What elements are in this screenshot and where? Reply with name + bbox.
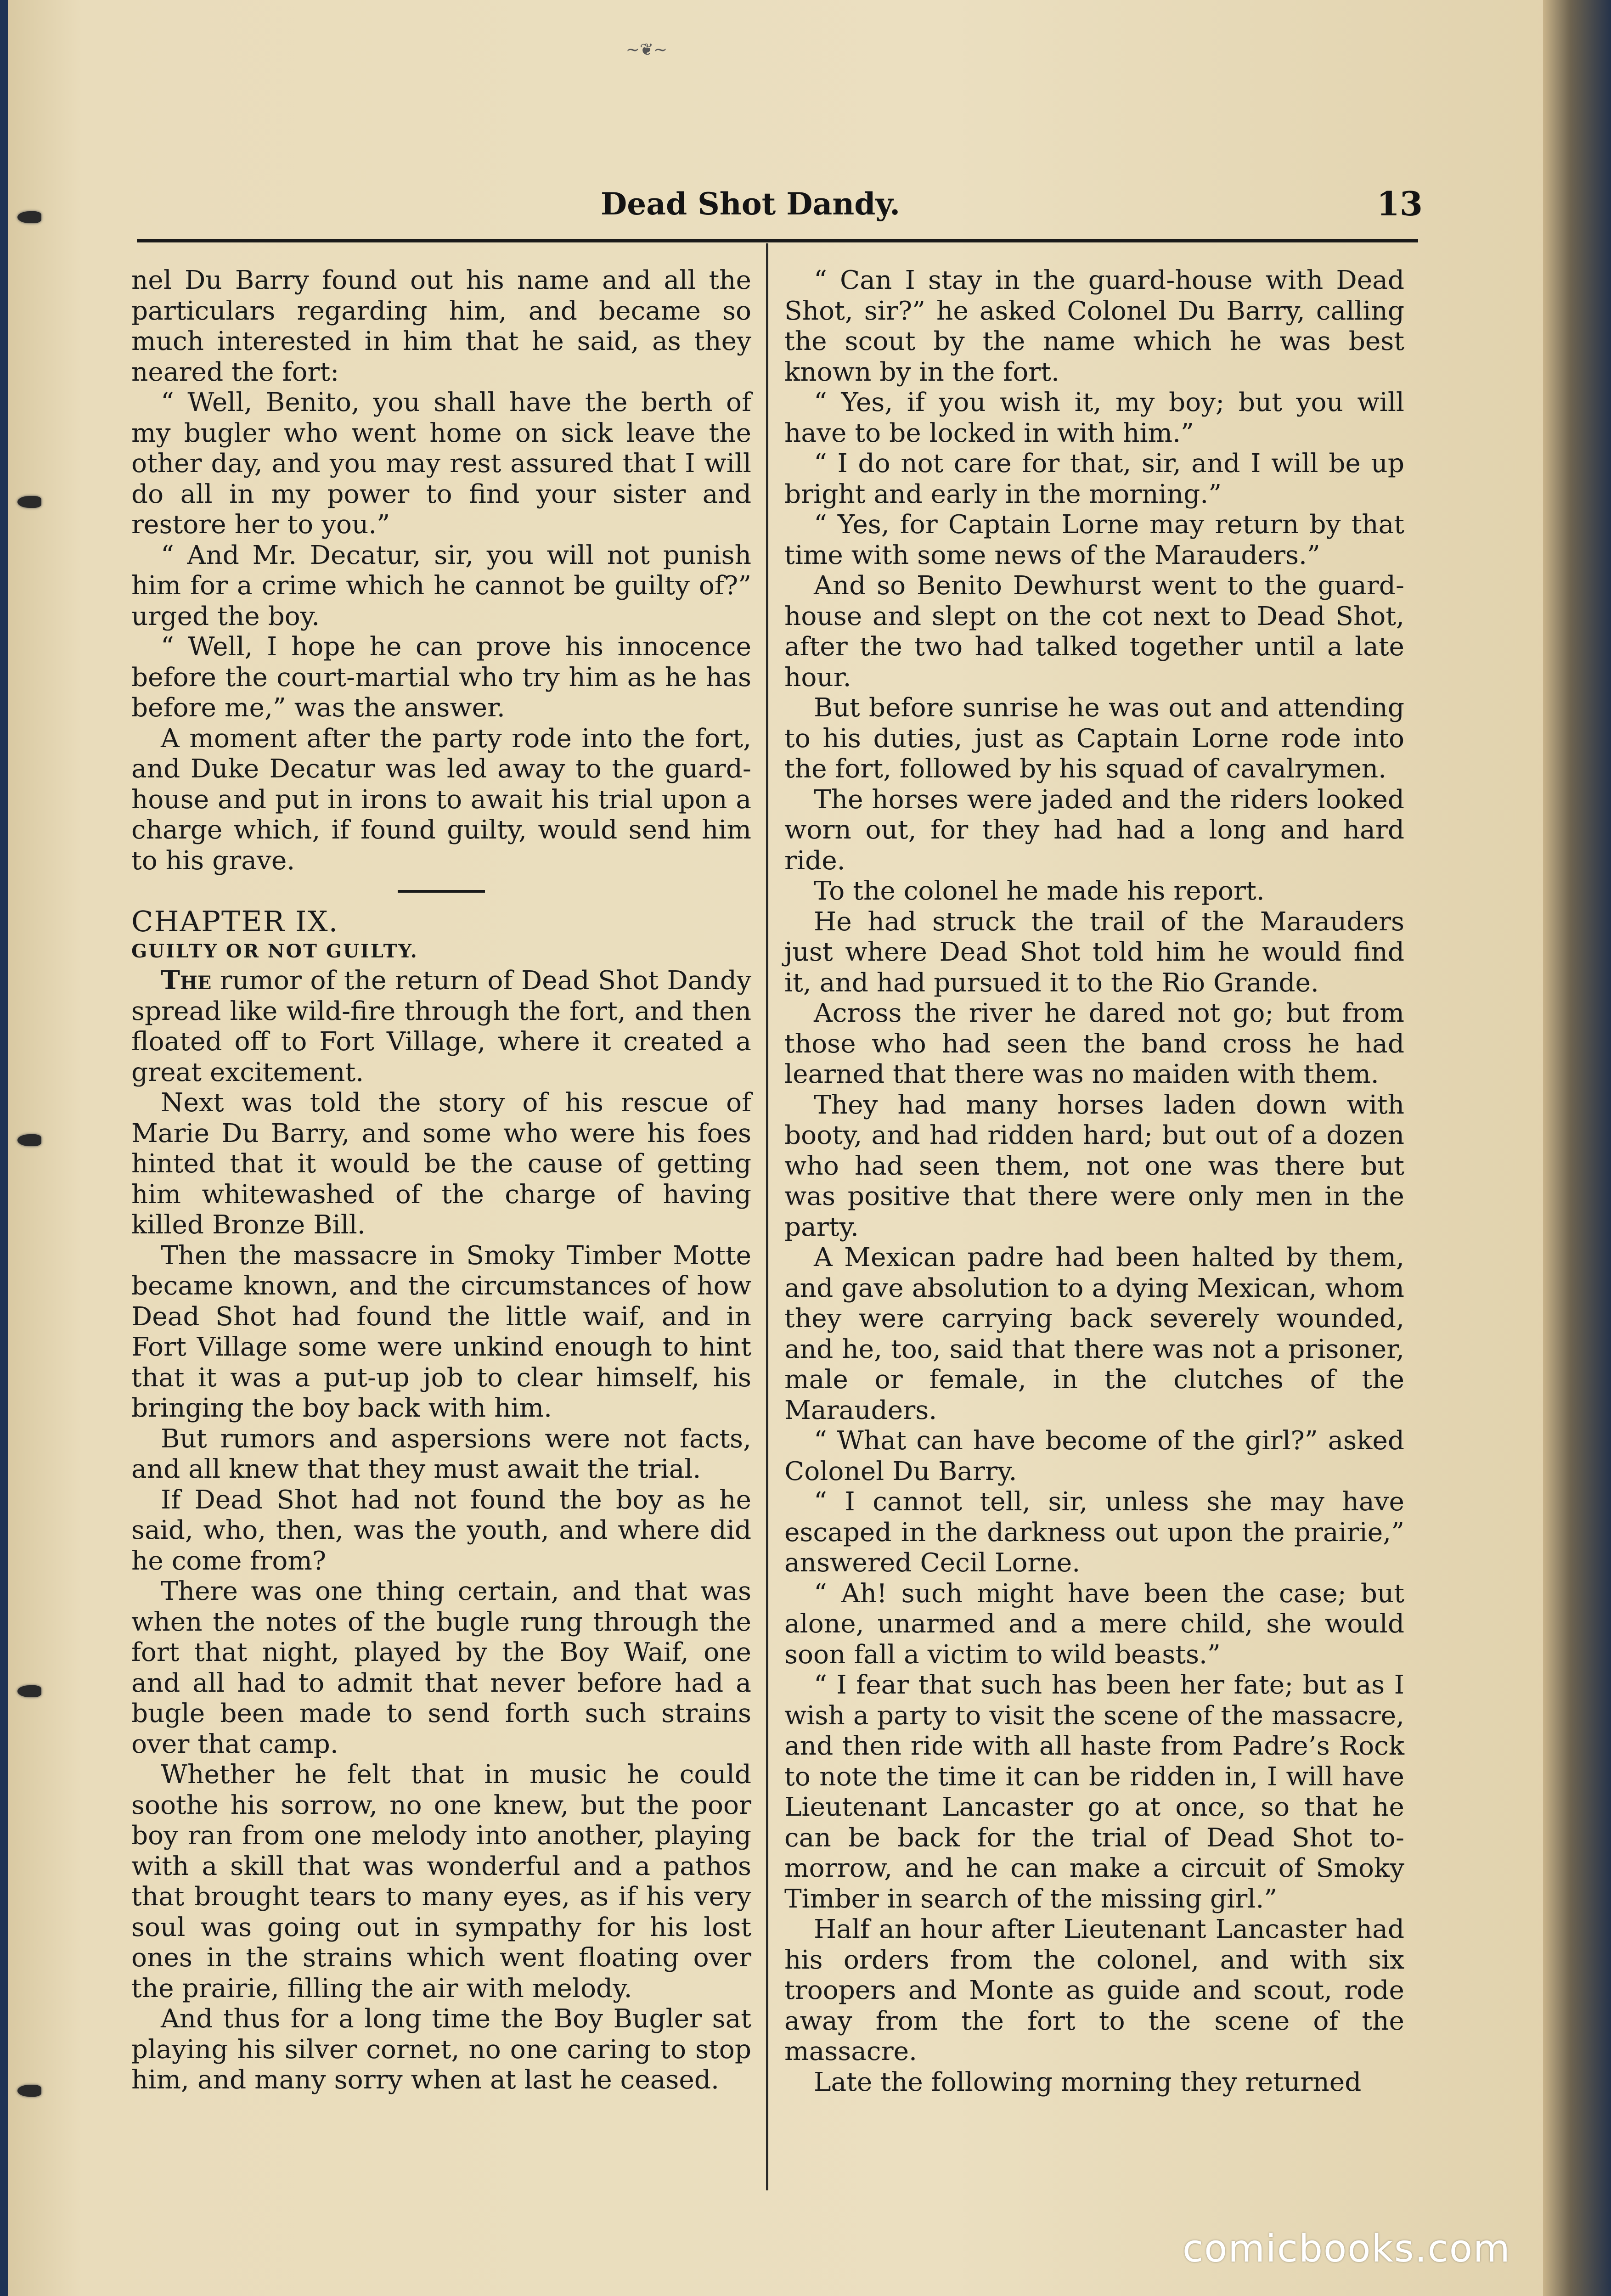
paragraph: “ Yes, for Captain Lorne may return by that time with some news of the Marauders.” <box>784 510 1404 570</box>
column-divider <box>766 243 768 2190</box>
chapter-title: CHAPTER IX. <box>131 905 339 938</box>
right-column <box>784 265 1404 2098</box>
paragraph: To the colonel he made his report. <box>814 876 1265 906</box>
paragraph: He had struck the trail of the Marauders just where Dead Shot told him he would find it, and had pursued it to the Rio Grande. <box>784 906 1404 998</box>
paragraph: A Mexican padre had been halted by them, and gave absolution to a dying Mexican, whom they were carrying back severely wounded, and he, too, said that there was not a prisoner, male or female, in the clutches of the Marauders. <box>784 1243 1404 1425</box>
chapter-subtitle: GUILTY OR NOT GUILTY. <box>131 940 418 962</box>
paragraph: “ I do not care for that, sir, and I will be up bright and early in the morning.” <box>784 449 1404 509</box>
running-title: Dead Shot Dandy. <box>601 186 901 222</box>
paragraph: “ I cannot tell, sir, unless she may have escaped in the darkness out upon the prairie,” answered Cecil Lorne. <box>784 1487 1404 1578</box>
top-ornament: ~❦~ <box>625 40 668 59</box>
paragraph: “ Well, Benito, you shall have the berth of my bugler who went home on sick leave the other day, and you may rest assured that I will do all in my power to find your sister and restore her to you.” <box>131 388 751 540</box>
paragraph: “ Ah! such might have been the case; but alone, unarmed and a mere child, she would soon fall a victim to wild beasts.” <box>784 1578 1404 1670</box>
book-page <box>8 0 1570 2296</box>
paragraph: Then the massacre in Smoky Timber Motte became known, and the circumstances of how Dead Shot had found the little waif, and in Fort Village some were unkind enough to hint that it was a put-up job to clear himself, his bringing the boy back with him. <box>131 1240 751 1423</box>
paragraph: If Dead Shot had not found the boy as he said, who, then, was the youth, and where did he come from? <box>131 1485 751 1576</box>
binding-staple <box>17 496 41 508</box>
paragraph: “ And Mr. Decatur, sir, you will not punish him for a crime which he cannot be guilty of?” urged the boy. <box>131 540 751 631</box>
chapter-first-paragraph <box>131 965 751 1088</box>
paragraph: Half an hour after Lieutenant Lancaster had his orders from the colonel, and with six troopers and Monte as guide and scout, rode away from the fort to the scene of the massacre. <box>784 1914 1404 2066</box>
paragraph: nel Du Barry found out his name and all the particulars regarding him, and became so much interested in him that he said, as they neared the fort: <box>131 265 751 387</box>
page-header <box>132 181 1423 232</box>
paragraph: “ Well, I hope he can prove his innocence before the court-martial who try him as he has before me,” was the answer. <box>131 632 751 723</box>
binding-staple <box>17 1134 41 1146</box>
paragraph: There was one thing certain, and that was when the notes of the bugle rung through the fort that night, played by the Boy Waif, one and all had to admit that never before had a bugle been made to send forth such strains over that camp. <box>131 1576 751 1759</box>
paragraph: But before sunrise he was out and attending to his duties, just as Captain Lorne rode into the fort, followed by his squad of cavalrymen. <box>784 693 1404 784</box>
header-rule <box>137 239 1418 242</box>
paragraph: Across the river he dared not go; but from those who had seen the band cross he had learned that there was no maiden with them. <box>784 998 1404 1089</box>
paragraph: “ Yes, if you wish it, my boy; but you will have to be locked in with him.” <box>784 388 1404 448</box>
chapter-lead-word: The <box>161 965 212 996</box>
paragraph: They had many horses laden down with booty, and had ridden hard; but out of a dozen who had seen them, not one was there but was positive that there were only men in the party. <box>784 1090 1404 1242</box>
paragraph: Late the following morning they returned <box>814 2067 1362 2097</box>
paragraph: And so Benito Dewhurst went to the guard-house and slept on the cot next to Dead Shot, after the two had talked together until a late hour. <box>784 571 1404 692</box>
page-edge-shadow <box>1543 0 1611 2296</box>
chapter-separator <box>398 890 485 893</box>
paragraph: “ What can have become of the girl?” asked Colonel Du Barry. <box>784 1426 1404 1486</box>
binding-staple <box>17 211 41 223</box>
paragraph: “ Can I stay in the guard-house with Dead Shot, sir?” he asked Colonel Du Barry, calling the scout by the name which he was best known by in the fort. <box>784 265 1404 387</box>
watermark: comicbooks.com <box>1183 2227 1511 2271</box>
paragraph: But rumors and aspersions were not facts, and all knew that they must await the trial. <box>131 1424 751 1484</box>
chapter-first-paragraph-text: rumor of the return of Dead Shot Dandy spread like wild-fire through the fort, and then floated off to Fort Village, where it created a great excitement. <box>131 966 751 1087</box>
paragraph: And thus for a long time the Boy Bugler sat playing his silver cornet, no one caring to stop him, and many sorry when at last he ceased. <box>131 2004 751 2095</box>
left-column <box>131 265 751 2096</box>
binding-staple <box>17 1685 41 1697</box>
binding-staple <box>17 2085 41 2097</box>
paragraph: Whether he felt that in music he could soothe his sorrow, no one knew, but the poor boy ran from one melody into another, playing with a skill that was wonderful and a pathos that brought tears to many eyes, as if his very soul was going out in sympathy for his lost ones in the strains which went floating over the prairie, filling the air with melody. <box>131 1760 751 2003</box>
page-number: 13 <box>1376 184 1423 223</box>
paragraph: The horses were jaded and the riders looked worn out, for they had had a long and hard ride. <box>784 784 1404 876</box>
paragraph: A moment after the party rode into the fort, and Duke Decatur was led away to the guard-house and put in irons to await his trial upon a charge which, if found guilty, would send him to his grave. <box>131 723 751 876</box>
paragraph: Next was told the story of his rescue of Marie Du Barry, and some who were his foes hinted that it would be the cause of getting him whitewashed of the charge of having killed Bronze Bill. <box>131 1088 751 1240</box>
paragraph: “ I fear that such has been her fate; but as I wish a party to visit the scene of the massacre, and then ride with all haste from Padre’s Rock to note the time it can be ridden in, I will have Lieutenant Lancaster go at once, so that he can be back for the trial of Dead Shot to-morrow, and he can make a circuit of Smoky Timber in search of the missing girl.” <box>784 1670 1404 1914</box>
